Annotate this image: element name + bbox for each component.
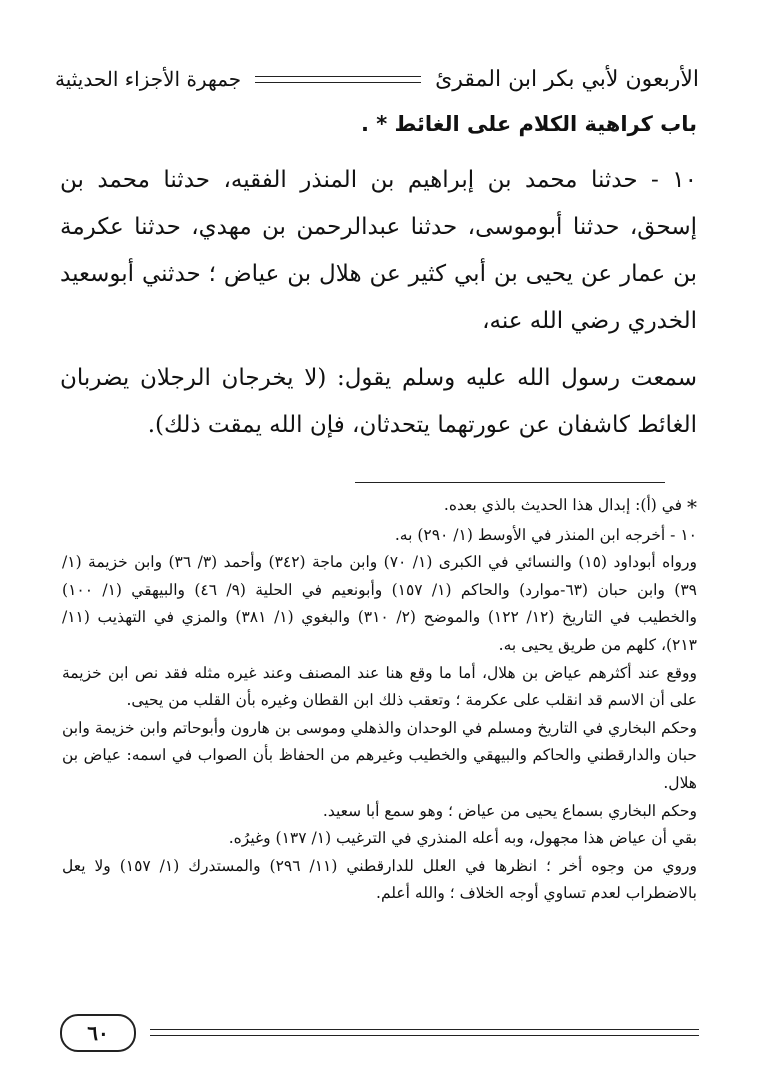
- footnote-line: ١٠ - أخرجه ابن المنذر في الأوسط (١/ ٢٩٠) به.: [394, 525, 697, 544]
- series-title: جمهرة الأجزاء الحديثية: [55, 67, 242, 91]
- hadith-matn: سمعت رسول الله عليه وسلم يقول: (لا يخرجان الرجلان يضربان الغائط كاشفان عن عورتهما يتحدثان، فإن الله يمقت ذلك).: [60, 365, 697, 438]
- chapter-title: باب كراهية الكلام على الغائط * .: [360, 112, 697, 136]
- footnote-line: بقي أن عياض هذا مجهول، وبه أعله المنذري في الترغيب (١/ ١٣٧) وغيرُه.: [228, 829, 697, 848]
- header-double-rule: [255, 76, 421, 83]
- footnotes: [62, 492, 697, 908]
- footnote-separator: [355, 482, 665, 483]
- hadith-text: [60, 157, 697, 449]
- footer-double-rule: [150, 1029, 699, 1036]
- footnote-line: وحكم البخاري بسماع يحيى من عياض ؛ وهو سمع أبا سعيد.: [322, 801, 697, 820]
- page-number: ٦٠: [60, 1014, 136, 1052]
- footnote-star-text: في (أ): إبدال هذا الحديث بالذي بعده.: [443, 496, 683, 514]
- page-footer: [60, 1014, 699, 1054]
- footnote-line: وحكم البخاري في التاريخ ومسلم في الوحدان والذهلي وموسى بن هارون وأبوحاتم وابن خزيمة وابن حبان والدارقطني والحاكم والبيهقي والخطيب وغيرهم من الحفاظ بأن الصواب في اسمه: عياض بن هلال.: [62, 718, 697, 792]
- asterisk-marker: *: [687, 495, 697, 519]
- footnote-star: [62, 492, 697, 522]
- running-header: [55, 62, 699, 96]
- footnote-line: ووقع عند أكثرهم عياض بن هلال، أما ما وقع هنا عند المصنف وعند غيره مثله فقد نص ابن خزيمة على أن الاسم قد انقلب على عكرمة ؛ وتعقب ذلك ابن القطان وغيره بأن القلب من يحيى.: [62, 663, 697, 710]
- footnote-line: ورواه أبوداود (١٥) والنسائي في الكبرى (١/ ٧٠) وابن ماجة (٣٤٢) وأحمد (٣/ ٣٦) وابن خزيمة (١/ ٣٩) وابن حبان (٦٣-موارد) والحاكم (١/ ١٥٧) وأبونعيم في الحلية (٩/ ٤٦) والبيهقي (١/ ١٠٠) والخطيب في التاريخ (١٢/ ١٢٢) والموضح (٢/ ٣١٠) والبغوي (١/ ٣٨١) والمزي في التهذيب (١١/ ٢١٣)، كلهم من طريق يحيى به.: [62, 553, 697, 654]
- book-title: الأربعون لأبي بكر ابن المقرئ: [435, 66, 699, 92]
- footnote-line: وروي من وجوه أخر ؛ انظرها في العلل للدارقطني (١١/ ٢٩٦) والمستدرك (١/ ١٥٧) ولا يعل بالاضطراب لعدم تساوي أوجه الخلاف ؛ والله أعلم.: [62, 856, 697, 903]
- hadith-isnad: ١٠ - حدثنا محمد بن إبراهيم بن المنذر الفقيه، حدثنا محمد بن إسحق، حدثنا أبوموسى، حدثنا عبدالرحمن بن مهدي، حدثنا عكرمة بن عمار عن يحيى بن أبي كثير عن هلال بن عياض ؛ حدثني أبوسعيد الخدري رضي الله عنه،: [60, 167, 697, 334]
